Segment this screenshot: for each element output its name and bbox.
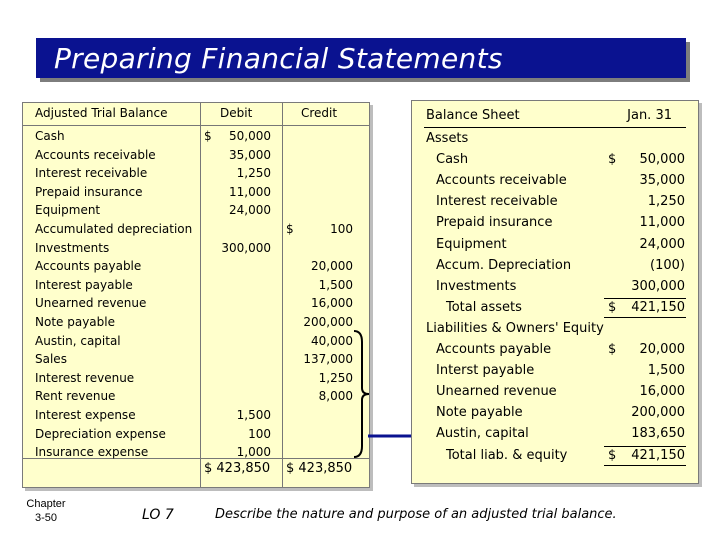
balance-sheet-panel	[411, 100, 699, 484]
line-item-amount: 16,000	[639, 384, 685, 400]
account-name: Interest payable	[35, 277, 133, 292]
balance-sheet-row	[412, 149, 698, 170]
line-item-amount: 300,000	[631, 278, 685, 294]
credit-amount: 100	[330, 222, 353, 236]
balance-sheet-date: Jan. 31	[627, 108, 672, 123]
line-item-label: Liabilities & Owners' Equity	[426, 320, 604, 336]
trial-balance-row	[23, 276, 369, 295]
header-divider	[23, 125, 369, 126]
line-item-label: Note payable	[436, 405, 523, 421]
credit-amount: 1,250	[318, 370, 353, 385]
slide-title: Preparing Financial Statements	[54, 42, 503, 75]
slide-title-bar	[36, 38, 686, 78]
debit-amount: 50,000	[229, 129, 271, 143]
debit-amount: 1,000	[236, 445, 271, 460]
balance-sheet-row	[412, 212, 698, 233]
line-item-label: Interest receivable	[436, 194, 558, 210]
line-item-label: Equipment	[436, 236, 507, 252]
account-name: Unearned revenue	[35, 296, 147, 311]
subtotal-rule	[604, 446, 686, 447]
dollar-sign: $	[608, 152, 617, 168]
credit-amount: 8,000	[318, 389, 353, 404]
line-item-amount: 20,000	[639, 342, 685, 357]
debit-amount: 35,000	[229, 147, 271, 162]
debit-amount: 100	[248, 426, 271, 441]
trial-balance-header	[23, 104, 369, 123]
trial-balance-row	[23, 164, 369, 183]
account-name: Depreciation expense	[35, 426, 166, 441]
line-item-label: Accounts payable	[436, 342, 552, 357]
line-item-amount: 24,000	[639, 236, 685, 252]
balance-sheet-row	[412, 360, 698, 381]
trial-balance-row	[23, 239, 369, 258]
dollar-sign: $	[608, 299, 617, 315]
trial-balance-row	[23, 220, 369, 239]
line-item-label: Total liab. & equity	[446, 447, 568, 463]
chapter-reference	[20, 497, 72, 525]
total-credit: $ 423,850	[286, 461, 353, 476]
line-item-amount: 35,000	[639, 173, 685, 189]
balance-sheet-header	[412, 105, 698, 126]
account-name: Interest receivable	[35, 166, 148, 181]
dollar-sign: $	[608, 342, 617, 357]
account-name: Accumulated depreciation	[35, 222, 193, 236]
trial-balance-row	[23, 406, 369, 425]
debit-dollar-sign: $	[204, 129, 212, 143]
line-item-label: Accounts receivable	[436, 173, 567, 189]
account-name: Investments	[35, 240, 110, 255]
account-name: Accounts receivable	[35, 147, 156, 162]
balance-sheet-title: Balance Sheet	[426, 108, 520, 123]
balance-sheet-row	[412, 276, 698, 297]
account-name: Interest revenue	[35, 370, 135, 385]
learning-objective-description: Describe the nature and purpose of an adjusted trial balance.	[215, 507, 617, 522]
credit-amount: 16,000	[311, 296, 353, 311]
debit-amount: 300,000	[221, 240, 271, 255]
trial-balance-row	[23, 387, 369, 406]
balance-sheet-row	[412, 402, 698, 423]
account-name: Cash	[35, 129, 65, 143]
dollar-sign: $	[608, 447, 617, 463]
account-name: Accounts payable	[35, 259, 142, 274]
account-column-header: Adjusted Trial Balance	[35, 106, 168, 120]
account-name: Prepaid insurance	[35, 184, 143, 199]
trial-balance-row	[23, 183, 369, 202]
credit-amount: 40,000	[311, 333, 353, 348]
balance-sheet-section-heading	[412, 128, 698, 149]
credit-amount: 1,500	[318, 277, 353, 292]
credit-amount: 137,000	[303, 352, 353, 367]
line-item-amount: (100)	[650, 257, 685, 273]
line-item-amount: 1,500	[647, 363, 685, 379]
learning-objective: LO 7	[142, 507, 174, 523]
line-item-label: Unearned revenue	[436, 384, 557, 400]
trial-balance-row	[23, 127, 369, 146]
account-name: Equipment	[35, 203, 101, 218]
line-item-label: Total assets	[446, 299, 522, 315]
account-name: Rent revenue	[35, 389, 116, 404]
line-item-label: Assets	[426, 131, 469, 146]
trial-balance-row	[23, 201, 369, 220]
chapter-page: 3-50	[34, 512, 58, 524]
credit-amount: 200,000	[303, 315, 353, 329]
balance-sheet-row	[412, 234, 698, 255]
debit-amount: 1,250	[236, 166, 271, 181]
account-name: Austin, capital	[35, 333, 121, 348]
trial-balance-row	[23, 146, 369, 165]
line-item-label: Accum. Depreciation	[436, 257, 572, 273]
subtotal-rule	[604, 298, 686, 299]
account-name: Note payable	[35, 315, 115, 329]
trial-balance-row	[23, 257, 369, 276]
balance-sheet-row	[412, 381, 698, 402]
balance-sheet-section-heading	[412, 318, 698, 339]
credit-column-header: Credit	[301, 106, 338, 120]
total-rule	[604, 465, 686, 466]
line-item-label: Cash	[436, 152, 469, 168]
balance-sheet-row	[412, 170, 698, 191]
credit-dollar-sign: $	[286, 222, 294, 236]
trial-balance-row	[23, 350, 369, 369]
adjusted-trial-balance-panel	[22, 102, 370, 488]
line-item-amount: 421,150	[631, 447, 685, 463]
line-item-label: Austin, capital	[436, 426, 529, 442]
debit-column-header: Debit	[220, 106, 253, 120]
line-item-amount: 200,000	[631, 405, 685, 421]
trial-balance-row	[23, 425, 369, 444]
debit-amount: 11,000	[229, 184, 271, 199]
line-item-amount: 11,000	[639, 215, 685, 231]
balance-sheet-row	[412, 339, 698, 360]
line-item-label: Prepaid insurance	[436, 215, 553, 231]
line-item-amount: 421,150	[631, 299, 685, 315]
line-item-label: Investments	[436, 278, 517, 294]
balance-sheet-row	[412, 423, 698, 444]
chapter-label: Chapter	[26, 498, 66, 510]
balance-sheet-total-row	[412, 297, 698, 318]
debit-amount: 1,500	[236, 408, 271, 422]
trial-balance-row	[23, 332, 369, 351]
account-name: Sales	[35, 352, 67, 367]
account-name: Interest expense	[35, 408, 136, 422]
debit-amount: 24,000	[229, 203, 271, 218]
trial-balance-total-row	[23, 458, 369, 480]
trial-balance-row	[23, 294, 369, 313]
line-item-amount: 50,000	[639, 152, 685, 168]
account-name: Insurance expense	[35, 445, 149, 460]
line-item-amount: 183,650	[631, 426, 685, 442]
balance-sheet-total-row	[412, 445, 698, 466]
line-item-amount: 1,250	[647, 194, 685, 210]
line-item-label: Interst payable	[436, 363, 535, 379]
trial-balance-row	[23, 369, 369, 388]
credit-amount: 20,000	[311, 259, 353, 274]
balance-sheet-row	[412, 191, 698, 212]
total-debit: $ 423,850	[204, 461, 271, 476]
balance-sheet-row	[412, 255, 698, 276]
trial-balance-row	[23, 313, 369, 332]
